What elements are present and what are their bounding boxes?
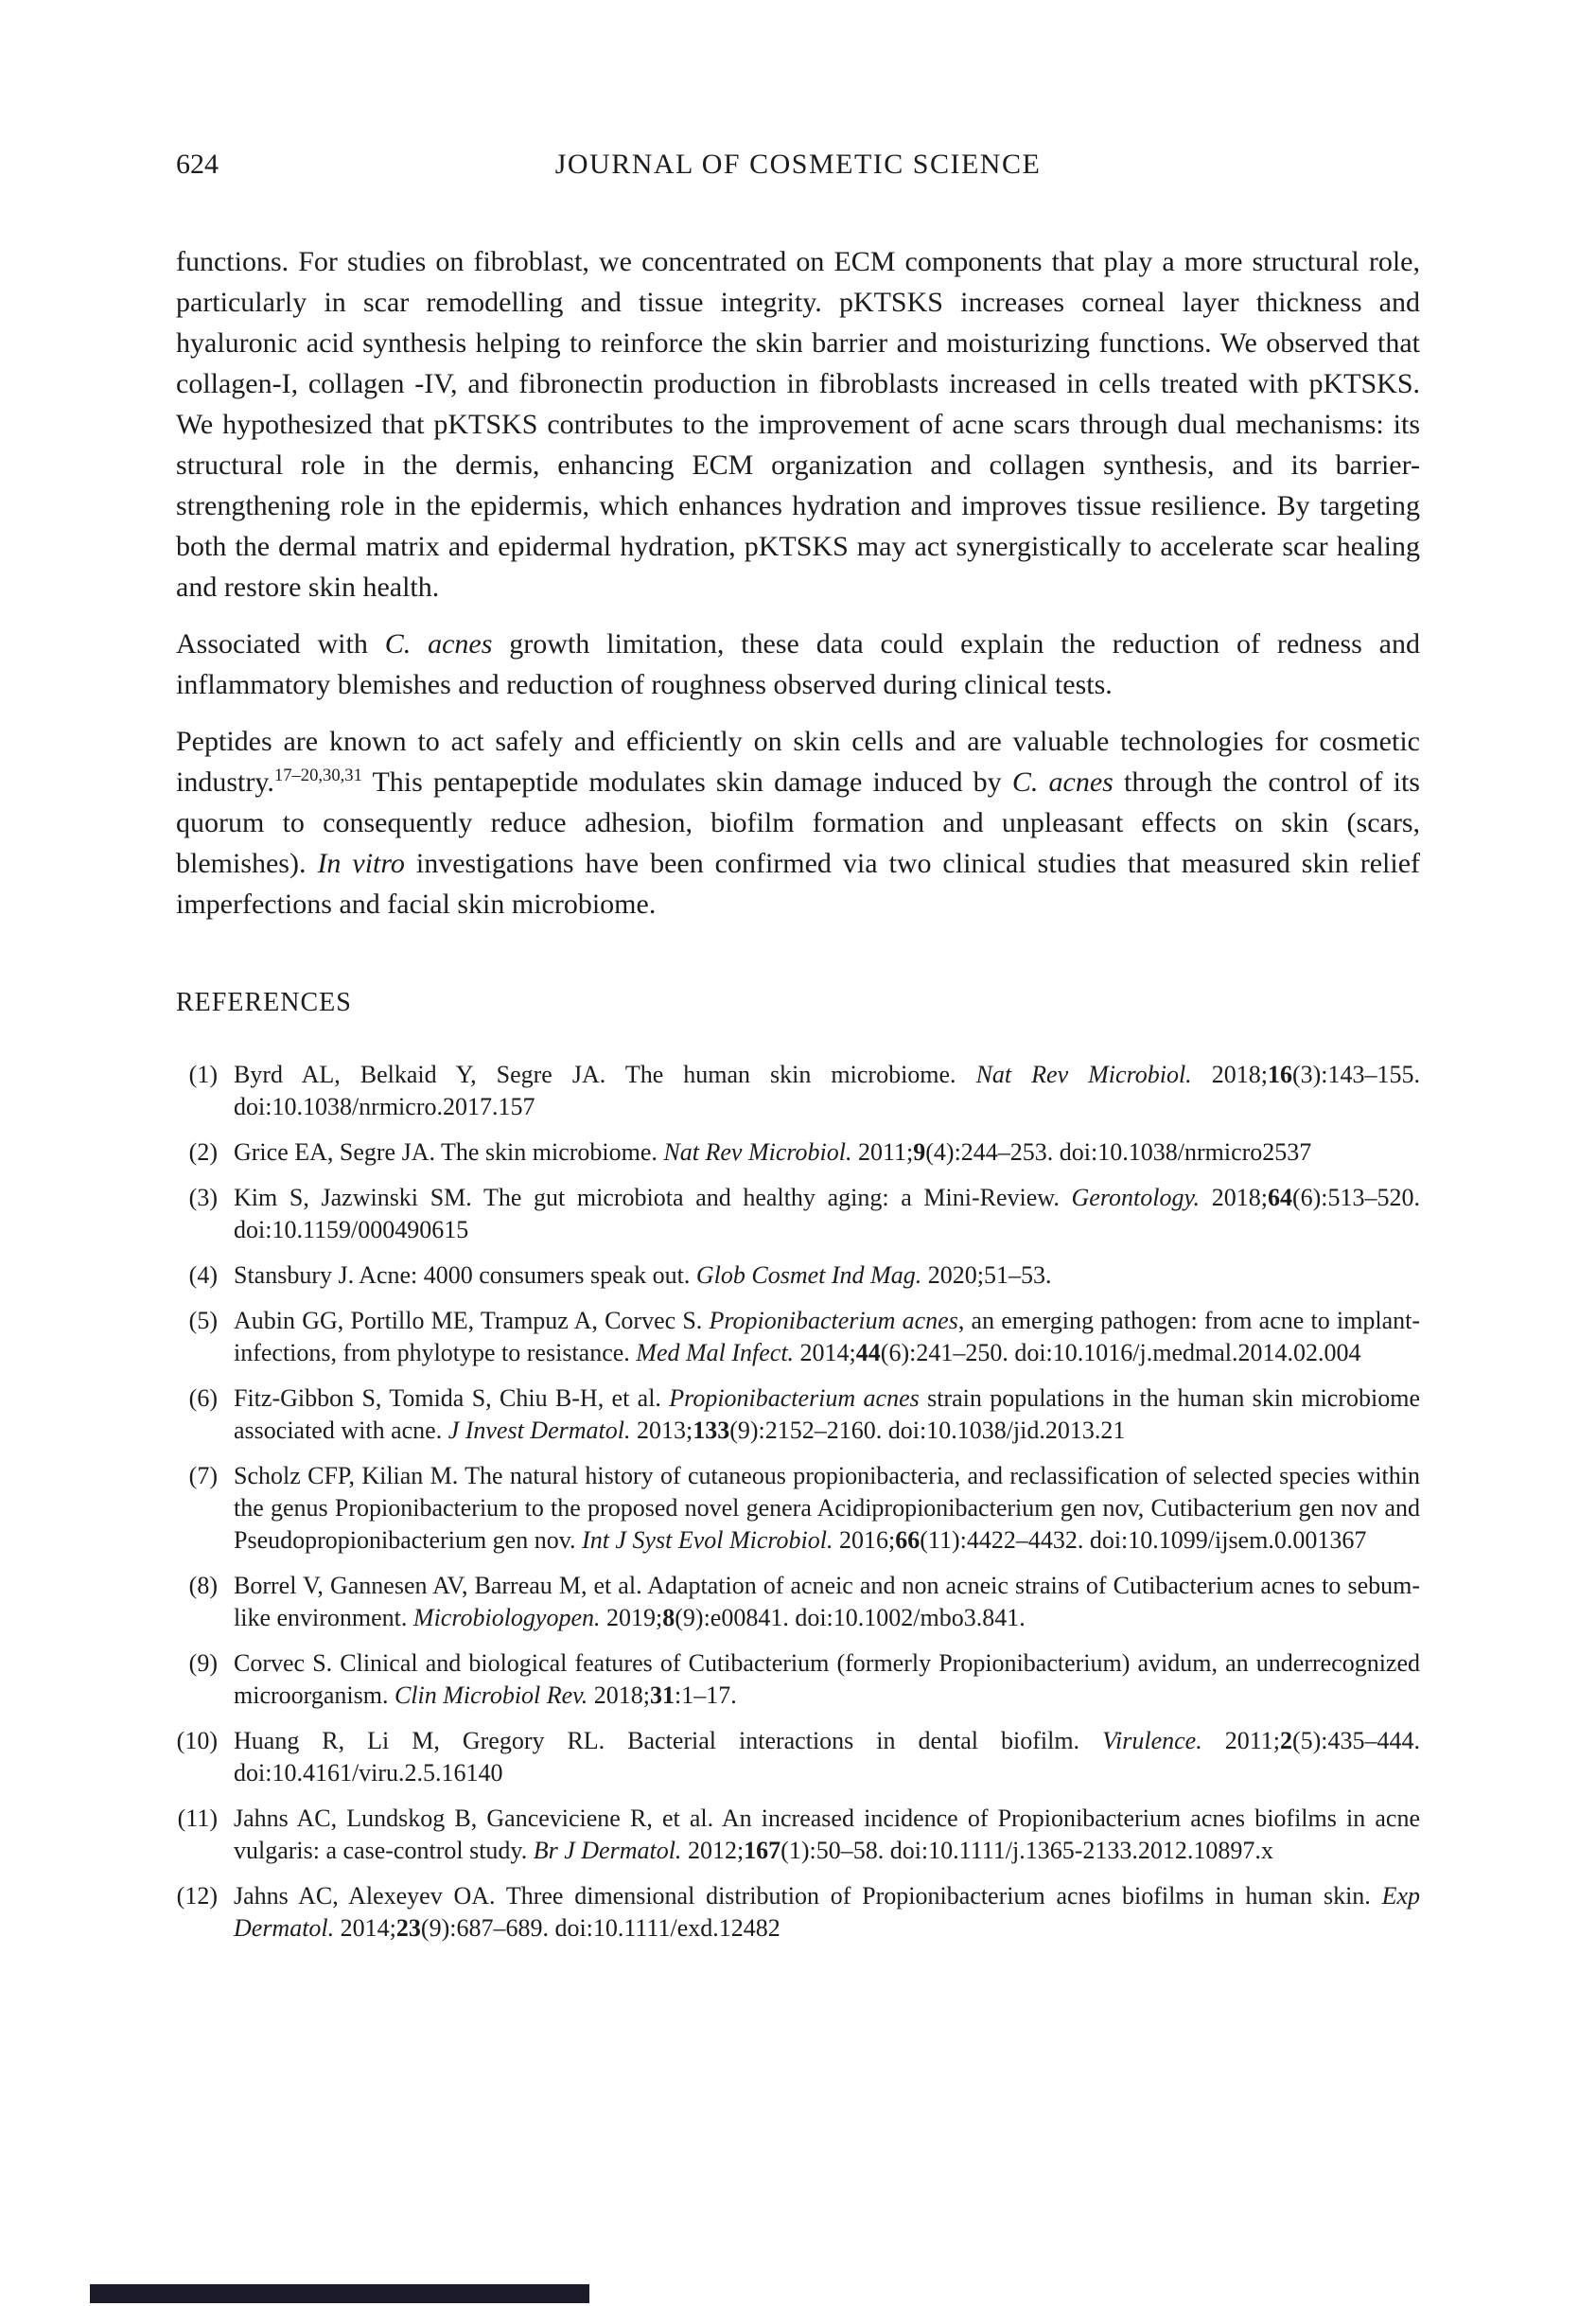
- reference-number: (4): [188, 1261, 218, 1289]
- italic-text: Glob Cosmet Ind Mag.: [695, 1261, 922, 1289]
- italic-text: Gerontology.: [1071, 1184, 1201, 1211]
- reference-text: [234, 1803, 1420, 1867]
- text-run: (1):50–58. doi:10.1111/j.1365-2133.2012.10897.x: [780, 1837, 1273, 1864]
- text-run: strain populations in the human skin microbiome associated with acne.: [234, 1384, 1420, 1444]
- italic-text: Microbiologyopen.: [412, 1604, 601, 1631]
- reference-text: [234, 1382, 1420, 1447]
- text-run: investigations have been confirmed via two clinical studies that measured skin relief imperfections and facial skin microbiome.: [176, 848, 1421, 920]
- text-run: Stansbury J. Acne: 4000 consumers speak out.: [234, 1261, 696, 1289]
- superscript-citation: 17–20,30,31: [273, 766, 362, 785]
- reference-text: [234, 1725, 1420, 1789]
- text-run: Aubin GG, Portillo ME, Trampuz A, Corvec S.: [234, 1307, 710, 1334]
- italic-text: Med Mal Infect.: [636, 1339, 795, 1366]
- text-run: Huang R, Li M, Gregory RL. Bacterial interactions in dental biofilm.: [234, 1727, 1103, 1754]
- body-paragraphs: [176, 241, 1420, 924]
- text-run: 2018;: [588, 1681, 651, 1709]
- page-header: [0, 0, 1596, 185]
- reference-item: [176, 1570, 1420, 1634]
- reference-item: [176, 1725, 1420, 1789]
- italic-text: Propionibacterium acnes: [709, 1307, 958, 1334]
- reference-number: (8): [188, 1572, 218, 1599]
- reference-number: (2): [188, 1138, 218, 1166]
- text-run: This pentapeptide modulates skin damage induced by: [361, 766, 1012, 798]
- reference-item: [176, 1136, 1420, 1169]
- reference-number: (5): [188, 1307, 218, 1334]
- text-run: (4):244–253. doi:10.1038/nrmicro2537: [925, 1138, 1312, 1166]
- text-run: 2020;51–53.: [921, 1261, 1052, 1289]
- text-run: (9):e00841. doi:10.1002/mbo3.841.: [675, 1604, 1026, 1631]
- text-run: 2014;: [794, 1339, 856, 1366]
- text-run: Borrel V, Gannesen AV, Barreau M, et al. Adaptation of acneic and non acneic strains of Cutibacterium acnes to sebum-like environment.: [234, 1572, 1420, 1631]
- text-run: Byrd AL, Belkaid Y, Segre JA. The human skin microbiome.: [234, 1061, 976, 1088]
- reference-item: [176, 1880, 1420, 1945]
- reference-text: [234, 1059, 1420, 1123]
- text-run: (6):241–250. doi:10.1016/j.medmal.2014.02.004: [880, 1339, 1361, 1366]
- bottom-bar: [90, 2284, 589, 2303]
- text-run: :1–17.: [675, 1681, 737, 1709]
- reference-item: [176, 1803, 1420, 1867]
- italic-text: Nat Rev Microbiol.: [975, 1061, 1192, 1088]
- text-run: 2011;: [851, 1138, 914, 1166]
- reference-text: [234, 1460, 1420, 1557]
- text-run: 2018;: [1191, 1061, 1268, 1088]
- reference-number: (7): [188, 1462, 218, 1489]
- body-paragraph: [176, 241, 1420, 607]
- text-run: Jahns AC, Lundskog B, Ganceviciene R, et al. An increased incidence of Propionibacterium acnes biofilms in acne vulgaris: a case-control study.: [234, 1804, 1420, 1864]
- italic-text: Nat Rev Microbiol.: [663, 1138, 852, 1166]
- text-run: 133: [693, 1417, 730, 1444]
- reference-number: (6): [188, 1384, 218, 1412]
- italic-text: C. acnes: [1011, 766, 1114, 798]
- text-run: functions. For studies on fibroblast, we concentrated on ECM components that play a more structural role, particularly in scar remodelling and tissue integrity. pKTSKS increases corneal layer thickness and hyaluronic acid synthesis helping to reinforce the skin barrier and moisturizing functions. We observed that collagen-I, collagen -IV, and fibronectin production in fibroblasts increased in cells treated with pKTSKS. We hypothesized that pKTSKS contributes to the improvement of acne scars through dual mechanisms: its structural role in the dermis, enhancing ECM organization and collagen synthesis, and its barrier-strengthening role in the epidermis, which enhances hydration and improves tissue resilience. By targeting both the dermal matrix and epidermal hydration, pKTSKS may act synergistically to accelerate scar healing and restore skin health.: [176, 246, 1420, 603]
- text-run: 8: [662, 1604, 675, 1631]
- text-run: 2014;: [334, 1914, 396, 1942]
- text-run: Jahns AC, Alexeyev OA. Three dimensional distribution of Propionibacterium acnes biofilms in human skin.: [234, 1882, 1382, 1910]
- text-run: , an emerging pathogen: from acne to implant-infections, from phylotype to resistance.: [234, 1307, 1420, 1366]
- reference-number: (10): [176, 1727, 218, 1754]
- reference-item: [176, 1059, 1420, 1123]
- italic-text: In vitro: [317, 848, 405, 879]
- italic-text: Br J Dermatol.: [533, 1837, 682, 1864]
- text-run: 167: [744, 1837, 781, 1864]
- italic-text: Virulence.: [1102, 1727, 1202, 1754]
- reference-number: (11): [177, 1804, 218, 1832]
- text-run: 2018;: [1200, 1184, 1268, 1211]
- italic-text: Propionibacterium acnes: [669, 1384, 920, 1412]
- text-run: 2019;: [600, 1604, 663, 1631]
- reference-item: [176, 1382, 1420, 1447]
- body-paragraph: [176, 721, 1420, 924]
- text-run: Associated with: [176, 628, 385, 660]
- reference-text: [234, 1182, 1420, 1246]
- references-heading: REFERENCES: [176, 988, 352, 1017]
- reference-text: [234, 1136, 1420, 1169]
- italic-text: J Invest Dermatol.: [447, 1417, 631, 1444]
- text-run: 31: [650, 1681, 675, 1709]
- text-run: (3):143–155. doi:10.1038/nrmicro.2017.157: [234, 1061, 1420, 1120]
- reference-text: [234, 1570, 1420, 1634]
- text-run: 2: [1279, 1727, 1292, 1754]
- text-run: 2012;: [681, 1837, 745, 1864]
- text-run: (9):687–689. doi:10.1111/exd.12482: [420, 1914, 780, 1942]
- text-run: Kim S, Jazwinski SM. The gut microbiota and healthy aging: a Mini-Review.: [234, 1184, 1072, 1211]
- reference-number: (9): [188, 1649, 218, 1677]
- text-run: 2011;: [1201, 1727, 1280, 1754]
- text-run: Grice EA, Segre JA. The skin microbiome.: [234, 1138, 664, 1166]
- text-run: 9: [913, 1138, 926, 1166]
- text-run: 66: [895, 1526, 921, 1554]
- text-run: 23: [395, 1914, 421, 1942]
- text-run: through the control of its quorum to consequently reduce adhesion, biofilm formation and unpleasant effects on skin (scars, blemishes).: [176, 766, 1420, 879]
- reference-text: [234, 1880, 1420, 1945]
- text-run: (9):2152–2160. doi:10.1038/jid.2013.21: [729, 1417, 1126, 1444]
- reference-item: [176, 1259, 1420, 1292]
- reference-text: [234, 1647, 1420, 1712]
- reference-item: [176, 1182, 1420, 1246]
- italic-text: Clin Microbiol Rev.: [394, 1681, 588, 1709]
- text-run: Corvec S. Clinical and biological features of Cutibacterium (formerly Propionibacterium) avidum, an underrecognized microorganism.: [234, 1649, 1420, 1709]
- italic-text: Int J Syst Evol Microbiol.: [582, 1526, 833, 1554]
- text-run: (6):513–520. doi:10.1159/000490615: [234, 1184, 1420, 1243]
- text-run: 2013;: [630, 1417, 693, 1444]
- reference-number: (12): [176, 1882, 218, 1910]
- reference-number: (3): [188, 1184, 218, 1211]
- reference-number: (1): [188, 1061, 218, 1088]
- text-run: (11):4422–4432. doi:10.1099/ijsem.0.001367: [920, 1526, 1367, 1554]
- italic-text: Exp Dermatol.: [234, 1882, 1420, 1942]
- reference-item: [176, 1305, 1420, 1369]
- text-run: Fitz-Gibbon S, Tomida S, Chiu B-H, et al.: [234, 1384, 670, 1412]
- body-paragraph: [176, 624, 1420, 705]
- page-number: 624: [176, 149, 219, 180]
- text-run: (5):435–444. doi:10.4161/viru.2.5.16140: [234, 1727, 1420, 1787]
- text-run: 44: [855, 1339, 881, 1366]
- text-run: Peptides are known to act safely and efficiently on skin cells and are valuable technologies for cosmetic industry.: [176, 726, 1420, 798]
- text-run: 64: [1267, 1184, 1292, 1211]
- reference-item: [176, 1460, 1420, 1557]
- italic-text: C. acnes: [384, 628, 493, 660]
- reference-text: [234, 1259, 1420, 1292]
- text-run: 16: [1267, 1061, 1292, 1088]
- reference-text: [234, 1305, 1420, 1369]
- reference-item: [176, 1647, 1420, 1712]
- text-run: growth limitation, these data could explain the reduction of redness and inflammatory blemishes and reduction of roughness observed during clinical tests.: [176, 628, 1420, 700]
- references-list: [176, 1059, 1420, 1945]
- text-run: Scholz CFP, Kilian M. The natural history of cutaneous propionibacteria, and reclassification of selected species within the genus Propionibacterium to the proposed novel genera Acidipropionibacterium gen nov, Cutibacterium gen nov and Pseudopropionibacterium gen nov.: [234, 1462, 1420, 1554]
- journal-title: JOURNAL OF COSMETIC SCIENCE: [554, 149, 1042, 180]
- text-run: 2016;: [833, 1526, 896, 1554]
- page-body: [0, 241, 1596, 1945]
